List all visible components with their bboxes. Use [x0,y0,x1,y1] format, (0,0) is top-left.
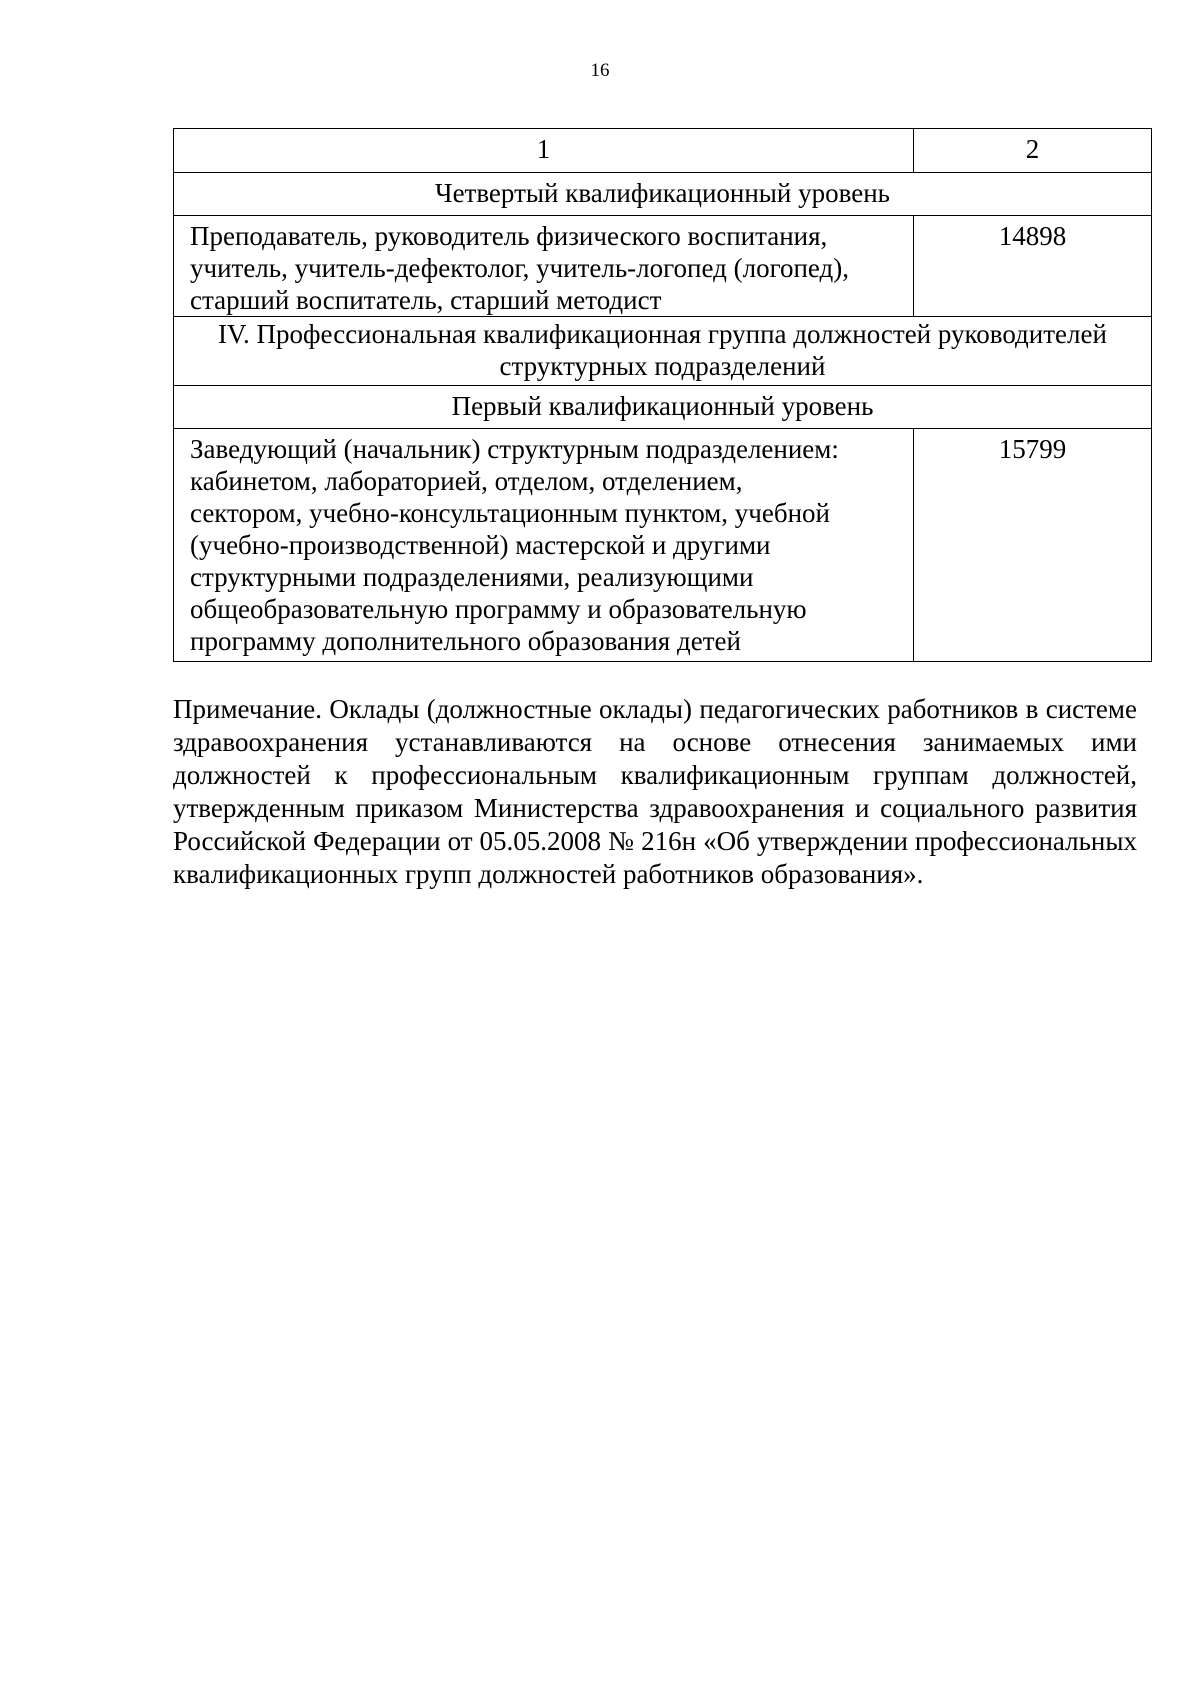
table-header-row [174,129,1152,173]
position-description-line: общеобразовательную программу и образовательную [190,594,807,624]
table-row [174,386,1152,429]
table-row [174,429,1152,662]
table-row [174,173,1152,216]
column-number-2: 2 [914,129,1152,173]
salary-value: 15799 [914,429,1152,662]
position-description-line: кабинетом, лабораторией, отделом, отделением, [190,466,743,496]
salary-table [173,128,1152,662]
qualification-group-title-line: IV. Профессиональная квалификационная группа должностей руководителей [218,319,1107,349]
position-description-line: сектором, учебно-консультационным пунктом, учебной [190,498,830,528]
position-description-line: программу дополнительного образования детей [190,626,741,656]
position-description [174,216,914,317]
qualification-level-title: Первый квалификационный уровень [174,386,1152,429]
position-description-line: структурными подразделениями, реализующими [190,562,754,592]
note-paragraph: Примечание. Оклады (должностные оклады) педагогических работников в системе здравоохранения устанавливаются на основе отнесения занимаемых ими должностей к профессиональным квалификационным группам должностей, утвержденным приказом Министерства здравоохранения и социального развития Российской Федерации от 05.05.2008 № 216н «Об утверждении профессиональных квалификационных групп должностей работников образования». [173,694,1137,889]
position-description-line: старший воспитатель, старший методист [190,285,662,315]
table-row [174,216,1152,317]
position-description-line: Преподаватель, руководитель физического воспитания, [190,221,828,251]
qualification-group-title-line: структурных подразделений [499,351,826,381]
column-number-1: 1 [174,129,914,173]
position-description [174,429,914,662]
position-description-line: (учебно-производственной) мастерской и другими [190,530,771,560]
position-description-line: учитель, учитель-дефектолог, учитель-логопед (логопед), [190,253,850,283]
salary-value: 14898 [914,216,1152,317]
qualification-group-title [174,317,1152,386]
table-row [174,317,1152,386]
page-number: 16 [590,60,610,81]
position-description-line: Заведующий (начальник) структурным подразделением: [190,434,839,464]
qualification-level-title: Четвертый квалификационный уровень [174,173,1152,216]
